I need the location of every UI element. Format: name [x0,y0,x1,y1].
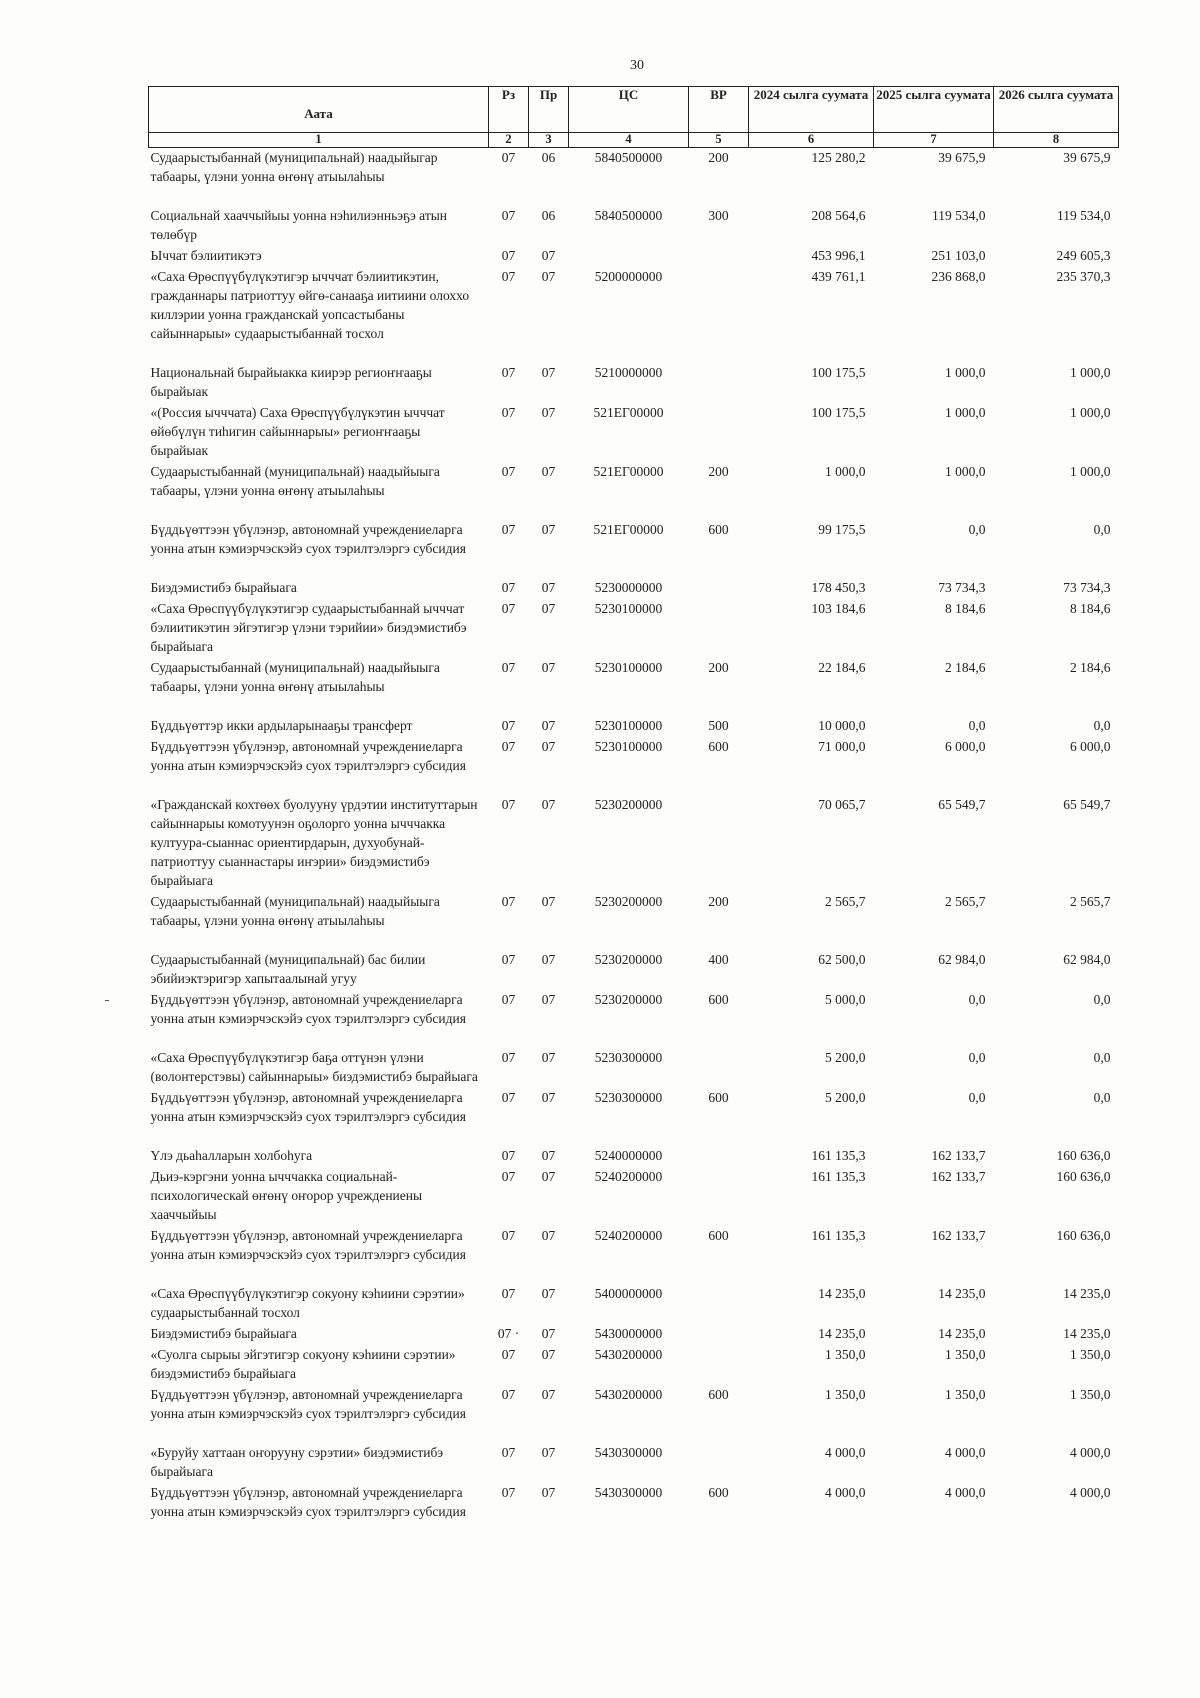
row-vr [689,1324,749,1345]
row-pr: 07 [541,522,556,537]
row-spacer [149,1128,1119,1146]
row-2026: 160 636,0 [1056,1228,1111,1243]
table-row [149,599,1119,658]
table-row [149,1088,1119,1128]
row-rz: 07 [501,1286,516,1301]
table-row [149,267,1119,345]
row-spacer-cell [149,1266,1119,1284]
table-row [149,1443,1119,1483]
row-2024: 10 000,0 [818,718,866,733]
row-cs: 521ЕГ00000 [593,464,664,479]
row-cs: 5430200000 [594,1387,663,1402]
row-2025: 2 184,6 [945,660,986,675]
row-2024: 103 184,6 [811,601,866,616]
row-vr [689,795,749,892]
row-pr: 07 [541,1050,556,1065]
row-2025: 2 565,7 [945,894,986,909]
row-2024: 4 000,0 [825,1485,866,1500]
header-rz: Рз [489,87,529,133]
row-pr: 07 [541,1485,556,1500]
row-name: «Саха Өрөспүүбүлүкэтигэр судаарыстыбаннай ычччат бэлиитикэтин эйгэтигэр үлэни тэрийии» биэдэмистибэ бырайыага [150,601,467,654]
table-row [149,795,1119,892]
table-row [149,1226,1119,1266]
row-2026: 65 549,7 [1063,797,1111,812]
table-row [149,363,1119,403]
row-2024: 4 000,0 [825,1445,866,1460]
row-vr [689,599,749,658]
row-spacer [149,345,1119,363]
row-vr: 600 [708,522,729,537]
row-2026: 4 000,0 [1070,1445,1111,1460]
row-rz: 07 [501,208,516,223]
row-2024: 100 175,5 [811,405,866,420]
row-2026: 73 734,3 [1063,580,1111,595]
table-row [149,1324,1119,1345]
row-name: Судаарыстыбаннай (муниципальнай) наадыйыыга табаары, үлэни уонна өҥөнү атыылаһыы [150,464,440,498]
row-vr: 200 [708,150,729,165]
row-rz: 07 [501,601,516,616]
row-name: Бүддьүөттээн үбүлэнэр, автономнай учреждениеларга уонна атын кэмиэрчэскэйэ суох тэрилтэлэргэ субсидия [150,992,466,1026]
row-2024: 439 761,1 [811,269,866,284]
row-name: «Суолга сырыы эйгэтигэр сокуону кэһиини сэрэтии» биэдэмистибэ бырайыага [150,1347,456,1381]
row-pr: 07 [541,1326,556,1341]
row-name: Бүддьүөттээн үбүлэнэр, автономнай учреждениеларга уонна атын кэмиэрчэскэйэ суох тэрилтэлэргэ субсидия [150,1485,466,1519]
row-2026: 62 984,0 [1063,952,1111,967]
row-2024: 22 184,6 [818,660,866,675]
row-spacer-cell [149,698,1119,716]
row-pr: 07 [541,894,556,909]
row-cs: 5430300000 [594,1485,663,1500]
row-2026: 160 636,0 [1056,1148,1111,1163]
row-rz: 07 [501,522,516,537]
row-cs: 5240000000 [594,1148,663,1163]
header-num-2: 2 [489,133,529,148]
row-2025: 65 549,7 [938,797,986,812]
row-cs: 521ЕГ00000 [593,522,664,537]
table-row [149,462,1119,502]
row-vr [689,267,749,345]
row-vr: 300 [708,208,729,223]
row-2026: 6 000,0 [1070,739,1111,754]
header-pr: Пр [529,87,569,133]
header-cs: ЦС [569,87,689,133]
table-row [149,520,1119,560]
row-vr [689,1284,749,1324]
row-name: Үлэ дьаһалларын холбоһуга [150,1148,313,1163]
row-pr: 07 [541,1169,556,1184]
row-pr: 07 [541,1090,556,1105]
row-spacer-cell [149,188,1119,206]
row-2025: 39 675,9 [938,150,986,165]
row-rz: 07 [501,1169,516,1184]
row-rz: 07 [501,1050,516,1065]
row-name: Бүддьүөттээн үбүлэнэр, автономнай учреждениеларга уонна атын кэмиэрчэскэйэ суох тэрилтэлэргэ субсидия [150,522,466,556]
row-cs: 5430200000 [594,1347,663,1362]
row-name: Биэдэмистибэ бырайыага [150,580,297,595]
row-spacer-cell [149,345,1119,363]
row-2025: 119 534,0 [932,208,986,223]
table-row [149,1284,1119,1324]
row-vr [689,1146,749,1167]
row-rz: 07 · [497,1326,520,1341]
row-2024: 125 280,2 [811,150,866,165]
row-name: «(Россия ычччата) Саха Өрөспүүбүлүкэтин ычччат өйөбүлүн тиһигин сайыннарыы» региоҥҥааҕы бырайыак [150,405,445,458]
row-pr: 07 [541,1148,556,1163]
row-2024: 1 350,0 [825,1347,866,1362]
row-vr: 200 [708,894,729,909]
row-2026: 235 370,3 [1056,269,1111,284]
table-row [149,716,1119,737]
row-spacer [149,1425,1119,1443]
row-2024: 5 200,0 [825,1050,866,1065]
row-2025: 14 235,0 [938,1286,986,1301]
row-2026: 1 000,0 [1070,405,1111,420]
row-vr: 400 [708,952,729,967]
row-2025: 0,0 [968,718,986,733]
row-rz: 07 [501,150,516,165]
row-cs: 5400000000 [594,1286,663,1301]
row-cs: 5230200000 [594,952,663,967]
row-pr: 07 [541,464,556,479]
row-pr: 07 [541,797,556,812]
row-rz: 07 [501,405,516,420]
row-pr: 07 [541,1387,556,1402]
row-2024: 1 000,0 [825,464,866,479]
row-vr [689,1345,749,1385]
row-name: Ыччат бэлиитикэтэ [150,248,262,263]
row-vr [689,578,749,599]
row-cs: 5240200000 [594,1228,663,1243]
row-spacer-cell [149,560,1119,578]
row-cs: 5430000000 [594,1326,663,1341]
row-2025: 14 235,0 [938,1326,986,1341]
row-pr: 07 [541,992,556,1007]
row-rz: 07 [501,894,516,909]
row-rz: 07 [501,365,516,380]
row-2026: 119 534,0 [1057,208,1111,223]
row-2025: 162 133,7 [931,1228,986,1243]
table-row [149,950,1119,990]
row-2025: 8 184,6 [945,601,986,616]
row-cs: 5430300000 [594,1445,663,1460]
row-2025: 0,0 [968,522,986,537]
row-2024: 99 175,5 [818,522,866,537]
row-cs: 5840500000 [594,208,663,223]
row-2024: 62 500,0 [818,952,866,967]
row-2025: 1 350,0 [945,1347,986,1362]
row-cs: 5210000000 [594,365,663,380]
row-pr: 07 [541,580,556,595]
row-2025: 0,0 [968,1090,986,1105]
header-num-5: 5 [689,133,749,148]
row-2026: 14 235,0 [1063,1286,1111,1301]
row-name: Судаарыстыбаннай (муниципальнай) наадыйыыга табаары, үлэни уонна өҥөнү атыылаһыы [150,660,440,694]
row-rz: 07 [501,248,516,263]
header-vr: ВР [689,87,749,133]
row-2025: 73 734,3 [938,580,986,595]
row-vr [689,1167,749,1226]
row-cs: 5230200000 [594,894,663,909]
row-2026: 1 350,0 [1070,1347,1111,1362]
row-2024: 1 350,0 [825,1387,866,1402]
table-row [149,990,1119,1030]
row-vr: 500 [708,718,729,733]
row-spacer [149,188,1119,206]
row-spacer [149,560,1119,578]
row-2024: 453 996,1 [811,248,866,263]
row-2025: 62 984,0 [938,952,986,967]
row-2025: 251 103,0 [931,248,986,263]
row-rz: 07 [501,1228,516,1243]
row-2026: 1 000,0 [1070,464,1111,479]
header-aata: Аата [149,87,489,133]
row-rz: 07 [501,660,516,675]
row-pr: 07 [541,660,556,675]
row-rz: 07 [501,269,516,284]
row-2024: 161 135,3 [811,1228,866,1243]
row-rz: 07 [501,464,516,479]
row-name: «Буруйу хаттаан оҥорууну сэрэтии» биэдэмистибэ бырайыага [150,1445,444,1479]
row-pr: 06 [541,208,556,223]
row-pr: 07 [541,248,556,263]
table-row [149,403,1119,462]
row-2026: 0,0 [1093,1050,1111,1065]
row-name: Бүддьүөттээн үбүлэнэр, автономнай учреждениеларга уонна атын кэмиэрчэскэйэ суох тэрилтэлэргэ субсидия [150,1090,466,1124]
row-2026: 0,0 [1093,718,1111,733]
row-2024: 71 000,0 [818,739,866,754]
table-row [149,1146,1119,1167]
row-name: Биэдэмистибэ бырайыага [150,1326,297,1341]
row-2025: 4 000,0 [945,1485,986,1500]
table-row [149,246,1119,267]
page-number: 30 [630,58,644,73]
row-spacer [149,1030,1119,1048]
row-vr: 200 [708,660,729,675]
row-2026: 14 235,0 [1063,1326,1111,1341]
header-num-1: 1 [149,133,489,148]
row-pr: 07 [541,601,556,616]
row-cs: 5230300000 [594,1090,663,1105]
row-2024: 5 200,0 [825,1090,866,1105]
row-pr: 07 [541,739,556,754]
row-rz: 07 [501,797,516,812]
row-rz: 07 [501,580,516,595]
row-spacer-cell [149,1030,1119,1048]
row-spacer-cell [149,1425,1119,1443]
row-vr [689,246,749,267]
row-pr: 07 [541,365,556,380]
row-spacer [149,698,1119,716]
row-2025: 162 133,7 [931,1169,986,1184]
row-2025: 162 133,7 [931,1148,986,1163]
row-name: «Саха Өрөспүүбүлүкэтигэр ычччат бэлиитикэтин, гражданнары патриоттуу өйгө-санааҕа иитиини олоххо киллэрии уонна гражданскай уопсастыбаны сайыннарыы» судаарыстыбаннай тосхол [150,269,470,341]
row-pr: 07 [541,1445,556,1460]
row-name: «Саха Өрөспүүбүлүкэтигэр сокуону кэһиини сэрэтии» судаарыстыбаннай тосхол [150,1286,465,1320]
row-vr [689,403,749,462]
row-cs: 5230100000 [594,718,663,733]
row-name: Национальнай бырайыакка киирэр региоҥҥааҕы бырайыак [150,365,432,399]
row-pr: 07 [541,269,556,284]
row-pr: 06 [541,150,556,165]
row-name: Дьиэ-кэргэни уонна ычччакка социальнай-психологическай өҥөнү оҥорор учреждениены хааччыйыы [150,1169,423,1222]
row-2026: 0,0 [1093,1090,1111,1105]
row-2024: 14 235,0 [818,1326,866,1341]
row-vr [689,363,749,403]
header-num-3: 3 [529,133,569,148]
row-cs: 5840500000 [594,150,663,165]
row-2025: 236 868,0 [931,269,986,284]
row-vr: 200 [708,464,729,479]
row-rz: 07 [501,952,516,967]
row-vr: 600 [708,739,729,754]
row-vr: 600 [708,1387,729,1402]
row-2026: 249 605,3 [1056,248,1111,263]
row-2026: 1 000,0 [1070,365,1111,380]
row-spacer-cell [149,777,1119,795]
row-2026: 1 350,0 [1070,1387,1111,1402]
row-2026: 4 000,0 [1070,1485,1111,1500]
header-2025: 2025 сылга суумата [874,87,994,133]
row-cs: 5240200000 [594,1169,663,1184]
row-2026: 0,0 [1093,992,1111,1007]
row-vr [689,1443,749,1483]
table-row [149,737,1119,777]
row-2025: 0,0 [968,992,986,1007]
row-cs: 5230200000 [594,992,663,1007]
row-2026: 0,0 [1093,522,1111,537]
row-pr: 07 [541,405,556,420]
header-num-8: 8 [994,133,1119,148]
row-spacer [149,502,1119,520]
table-row [149,1345,1119,1385]
row-rz: 07 [501,992,516,1007]
row-2024: 70 065,7 [818,797,866,812]
table-row [149,658,1119,698]
row-cs: 5230300000 [594,1050,663,1065]
row-2024: 100 175,5 [811,365,866,380]
row-cs: 5230200000 [594,797,663,812]
table-row [149,892,1119,932]
header-num-4: 4 [569,133,689,148]
row-pr: 07 [541,1347,556,1362]
table-row [149,1167,1119,1226]
row-cs: 5230100000 [594,739,663,754]
row-pr: 07 [541,718,556,733]
row-spacer-cell [149,1128,1119,1146]
table-row [149,206,1119,246]
row-spacer [149,1266,1119,1284]
row-2024: 208 564,6 [811,208,866,223]
row-2025: 1 000,0 [945,405,986,420]
row-2024: 2 565,7 [825,894,866,909]
row-2025: 1 350,0 [945,1387,986,1402]
row-vr: 600 [708,992,729,1007]
row-2025: 0,0 [968,1050,986,1065]
row-spacer [149,932,1119,950]
row-name: «Саха Өрөспүүбүлүкэтигэр баҕа оттүнэн үлэни (волонтерстэвы) сайыннарыы» биэдэмистибэ бырайыага [150,1050,478,1084]
row-rz: 07 [501,1347,516,1362]
row-rz: 07 [501,1485,516,1500]
row-cs: 5230000000 [594,580,663,595]
table-row [149,1048,1119,1088]
row-name: Судаарыстыбаннай (муниципальнай) бас билии эбийиэктэригэр хапытаалынай угуу [150,952,426,986]
row-pr: 07 [541,952,556,967]
row-spacer-cell [149,932,1119,950]
row-cs: 5230100000 [594,601,663,616]
row-pr: 07 [541,1228,556,1243]
row-spacer [149,777,1119,795]
table-row [149,148,1119,189]
table-row [149,1385,1119,1425]
row-name: Бүддьүөттэр икки ардыларынааҕы трансферт [150,718,413,733]
row-vr: 600 [708,1228,729,1243]
table-row [149,1483,1119,1523]
header-2024: 2024 сылга суумата [749,87,874,133]
row-rz: 07 [501,1445,516,1460]
row-2025: 1 000,0 [945,464,986,479]
header-num-6: 6 [749,133,874,148]
row-rz: 07 [501,1387,516,1402]
row-cs: 5230100000 [594,660,663,675]
row-2024: 14 235,0 [818,1286,866,1301]
row-vr: 600 [708,1090,729,1105]
row-rz: 07 [501,739,516,754]
row-2024: 178 450,3 [811,580,866,595]
row-2024: 5 000,0 [825,992,866,1007]
row-pr: 07 [541,1286,556,1301]
row-name: Бүддьүөттээн үбүлэнэр, автономнай учреждениеларга уонна атын кэмиэрчэскэйэ суох тэрилтэлэргэ субсидия [150,1228,466,1262]
row-name: Бүддьүөттээн үбүлэнэр, автономнай учреждениеларга уонна атын кэмиэрчэскэйэ суох тэрилтэлэргэ субсидия [150,739,466,773]
row-name: Бүддьүөттээн үбүлэнэр, автономнай учреждениеларга уонна атын кэмиэрчэскэйэ суох тэрилтэлэргэ субсидия [150,1387,466,1421]
row-2025: 4 000,0 [945,1445,986,1460]
row-cs: 5200000000 [594,269,663,284]
row-2026: 2 565,7 [1070,894,1111,909]
row-2026: 160 636,0 [1056,1169,1111,1184]
budget-table [148,86,1119,1523]
row-2026: 2 184,6 [1070,660,1111,675]
row-name: «Гражданскай кохтөөх буолууну үрдэтии институттарын сайыннарыы комотуунэн оҕолорго уонна ычччакка култуура-сыаннас ориентирдарын, духуобунай-патриоттуу сыаннастары иҥэрии» биэдэмистибэ бырайыага [150,797,478,888]
header-num-7: 7 [874,133,994,148]
margin-mark [105,1000,109,1001]
row-2026: 39 675,9 [1063,150,1111,165]
row-vr [689,1048,749,1088]
row-2025: 1 000,0 [945,365,986,380]
row-cs [569,246,689,267]
row-name: Судаарыстыбаннай (муниципальнай) наадыйыыга табаары, үлэни уонна өҥөнү атыылаһыы [150,894,440,928]
row-2026: 8 184,6 [1070,601,1111,616]
row-rz: 07 [501,718,516,733]
row-cs: 521ЕГ00000 [593,405,664,420]
row-name: Судаарыстыбаннай (муниципальнай) наадыйыгар табаары, үлэни уонна өҥөнү атыылаһыы [150,150,438,184]
row-rz: 07 [501,1148,516,1163]
row-vr: 600 [708,1485,729,1500]
row-2024: 161 135,3 [811,1169,866,1184]
header-2026: 2026 сылга суумата [994,87,1119,133]
row-name: Социальнай хааччыйыы уонна нэһилиэнньэҕэ атын төлөбүр [150,208,448,242]
row-rz: 07 [501,1090,516,1105]
row-2025: 6 000,0 [945,739,986,754]
table-row [149,578,1119,599]
row-spacer-cell [149,502,1119,520]
row-2024: 161 135,3 [811,1148,866,1163]
